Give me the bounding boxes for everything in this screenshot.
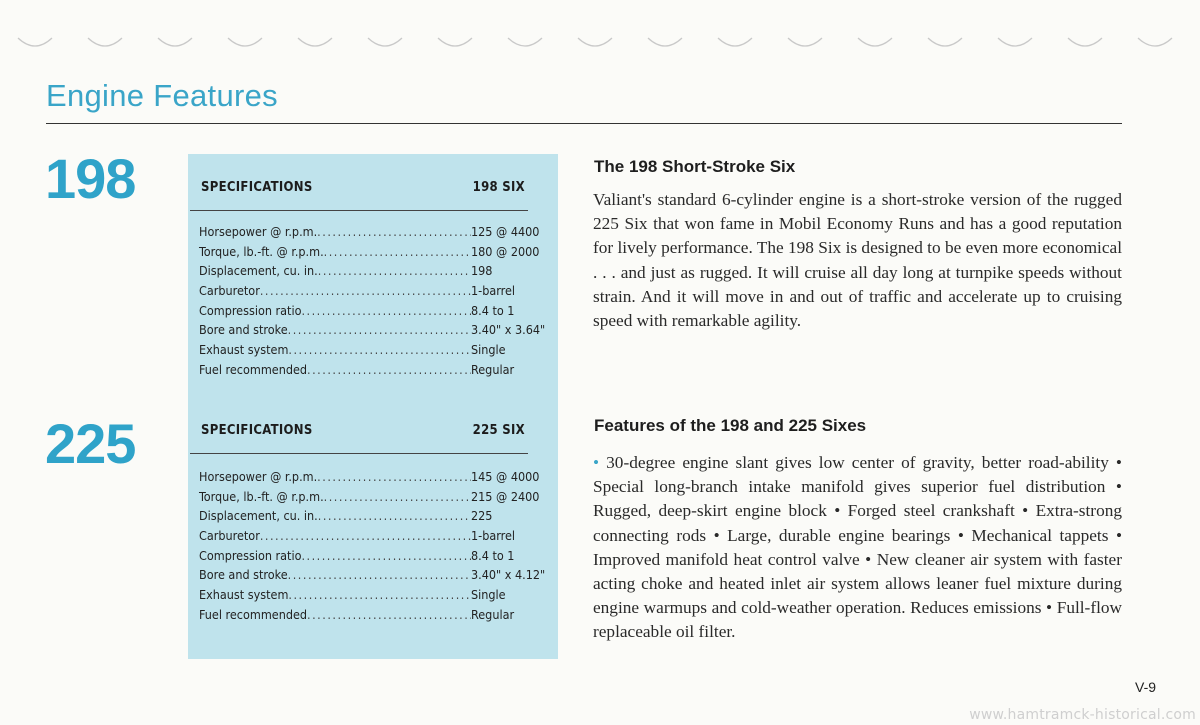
spec-row — [199, 242, 549, 262]
spec-row — [199, 301, 549, 321]
spec-label: Compression ratio — [199, 302, 302, 318]
spec-label: Horsepower @ r.p.m. — [199, 469, 318, 484]
spec-value: 145 @ 4000 — [471, 469, 540, 484]
spec-value: 3.40" x 4.12" — [471, 567, 546, 583]
spec-value: 198 — [471, 263, 493, 279]
spec-value: Regular — [471, 361, 515, 377]
spec-value: 1-barrel — [471, 283, 516, 299]
spec-row — [199, 546, 549, 566]
section-heading-198: The 198 Short-Stroke Six — [594, 157, 796, 176]
spec-value: 3.40" x 3.64" — [471, 322, 546, 338]
engine-number-198: 198 — [45, 147, 136, 210]
spec-divider — [190, 453, 528, 454]
spec-header-label: SPECIFICATIONS — [201, 180, 313, 195]
spec-table-198 — [199, 222, 549, 380]
spec-label: Carburetor — [199, 283, 260, 299]
spec-label: Bore and stroke — [199, 567, 288, 583]
spec-row — [199, 506, 549, 526]
spec-row — [199, 605, 549, 625]
spec-row — [199, 320, 549, 340]
spec-header-model: 225 SIX — [472, 423, 525, 438]
spec-value: Single — [471, 587, 506, 603]
spec-value: 225 — [471, 508, 493, 524]
spec-divider — [190, 210, 528, 211]
spec-value: Regular — [471, 606, 515, 622]
spec-row — [199, 340, 549, 360]
spec-label: Displacement, cu. in. — [199, 263, 318, 279]
spec-row — [199, 222, 549, 242]
spec-value: 125 @ 4400 — [471, 224, 540, 239]
spec-value: Single — [471, 342, 506, 358]
spec-header-label: SPECIFICATIONS — [201, 423, 313, 438]
section-body-features — [593, 451, 1122, 645]
spec-label: Bore and stroke — [199, 322, 288, 338]
spec-row — [199, 487, 549, 507]
features-text: 30-degree engine slant gives low center of gravity, better road-ability • Special long-branch intake manifold gives superior fuel distribution • Rugged, deep-skirt engine block • Forged steel crankshaft • Extra-strong connecting rods • Large, durable engine bearings • Mechanical tappets • Improved manifold heat control valve • New cleaner air system with faster acting choke and heated inlet air system allows leaner fuel mixture during engine warmups and cold-weather operation. Reduces emissions • Full-flow replaceable oil filter. — [593, 453, 1122, 642]
spec-value: 180 @ 2000 — [471, 243, 540, 259]
spec-label: Exhaust system — [199, 587, 289, 603]
spec-value: 8.4 to 1 — [471, 547, 515, 563]
section-body-198: Valiant's standard 6-cylinder engine is a short-stroke version of the rugged 225 Six that won fame in Mobil Economy Runs and has a good reputation for lively performance. The 198 Six is designed to be even more economical . . . and just as rugged. It will cruise all day long at turnpike speeds without strain. And it will move in and out of traffic and accelerate up to cruising speed with remarkable agility. — [593, 190, 1122, 331]
spec-row — [199, 585, 549, 605]
spec-header-model: 198 SIX — [472, 180, 525, 195]
spec-label: Carburetor — [199, 528, 260, 544]
spec-row — [199, 261, 549, 281]
spec-value: 8.4 to 1 — [471, 302, 515, 318]
bullet-icon: • — [593, 453, 600, 472]
spec-label: Displacement, cu. in. — [199, 508, 318, 524]
spec-header-225 — [201, 423, 525, 438]
section-heading-features: Features of the 198 and 225 Sixes — [594, 416, 867, 435]
spec-label: Fuel recommended — [199, 606, 308, 622]
spec-value: 1-barrel — [471, 528, 516, 544]
spec-label: Torque, lb.-ft. @ r.p.m. — [199, 243, 324, 259]
watermark: www.hamtramck-historical.com — [969, 707, 1196, 723]
spec-label: Exhaust system — [199, 342, 289, 358]
spec-header-198 — [201, 180, 525, 195]
binder-hole-marks — [0, 28, 1200, 58]
spec-row — [199, 565, 549, 585]
spec-value: 215 @ 2400 — [471, 488, 540, 504]
spec-row — [199, 281, 549, 301]
spec-row — [199, 526, 549, 546]
title-divider — [46, 123, 1122, 124]
spec-row — [199, 467, 549, 487]
spec-label: Fuel recommended — [199, 361, 308, 377]
page-title: Engine Features — [46, 78, 278, 113]
spec-label: Torque, lb.-ft. @ r.p.m. — [199, 488, 324, 504]
engine-number-225: 225 — [45, 412, 136, 475]
page-number: V-9 — [1135, 679, 1157, 695]
spec-table-225 — [199, 467, 549, 625]
spec-label: Horsepower @ r.p.m. — [199, 224, 318, 239]
spec-row — [199, 360, 549, 380]
spec-label: Compression ratio — [199, 547, 302, 563]
